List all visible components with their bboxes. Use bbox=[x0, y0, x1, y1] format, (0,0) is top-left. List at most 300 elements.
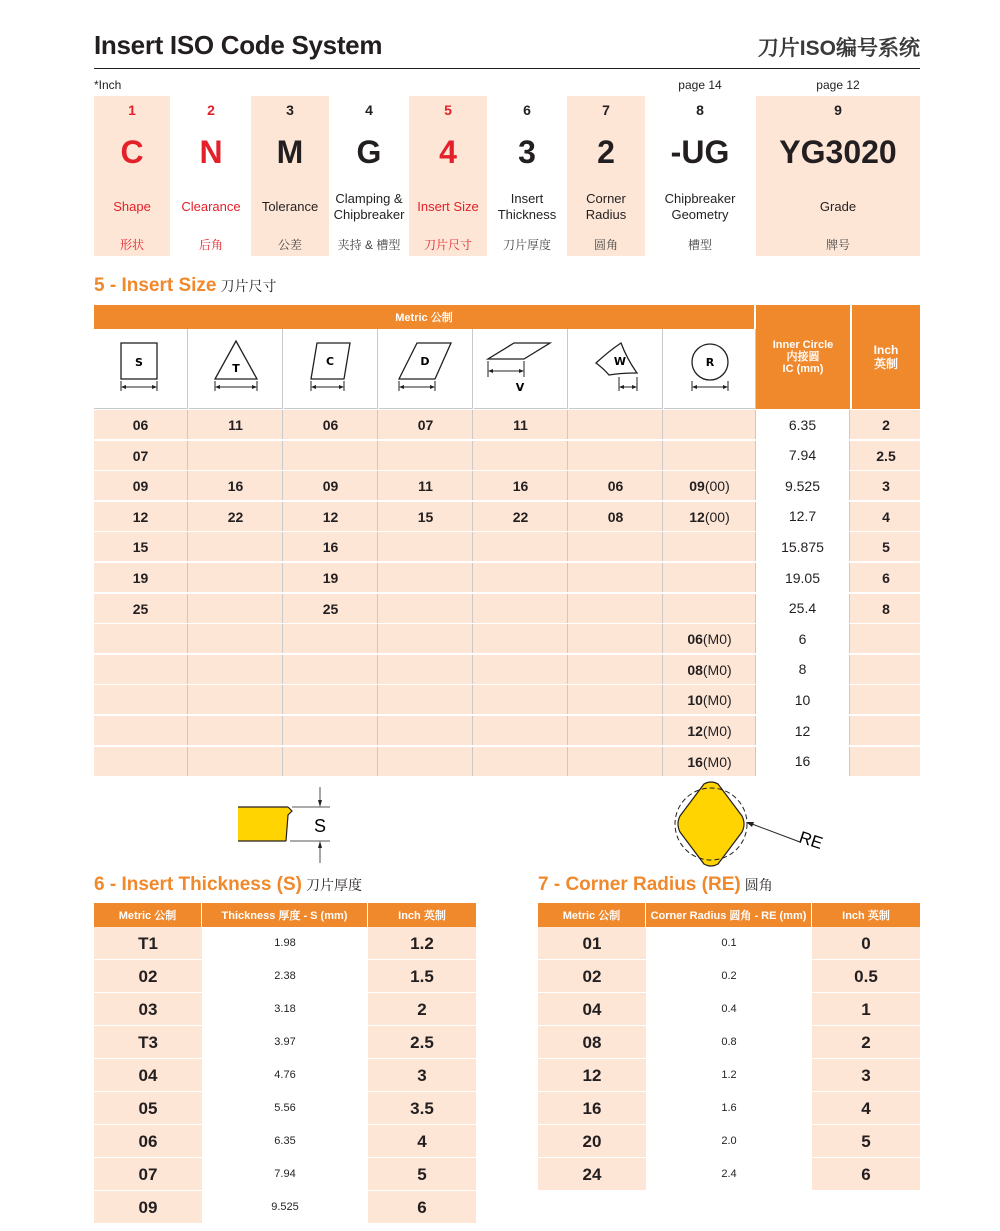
size-code: 08 bbox=[607, 508, 624, 525]
shape-label: R bbox=[705, 356, 715, 369]
size-cell-t bbox=[189, 502, 283, 532]
size-cell-t bbox=[189, 563, 283, 593]
code-label: Shape bbox=[113, 199, 151, 214]
inch-code: 4 bbox=[812, 1092, 920, 1125]
shape-triangle-cell bbox=[189, 329, 283, 409]
insert-size-row bbox=[94, 594, 920, 624]
code-number: 6 bbox=[523, 102, 531, 118]
metric-code: 01 bbox=[538, 927, 646, 960]
size-cell-v bbox=[474, 655, 568, 685]
insert-size-title-cn: 刀片尺寸 bbox=[220, 278, 277, 294]
inch-code: 6 bbox=[812, 1158, 920, 1191]
inch-value bbox=[852, 624, 920, 654]
code-number: 9 bbox=[834, 102, 842, 118]
code-label: Clearance bbox=[181, 199, 241, 214]
inch-value: 8 bbox=[882, 600, 890, 617]
size-code: 25 bbox=[322, 600, 339, 617]
size-code: 10 bbox=[687, 692, 703, 709]
radius-label: RE bbox=[796, 827, 826, 854]
code-letter: M bbox=[276, 134, 304, 170]
inch-value: 6 bbox=[882, 570, 890, 586]
insert-size-row bbox=[94, 716, 920, 746]
size-cell-d bbox=[379, 655, 473, 685]
code-label: Corner Radius bbox=[585, 191, 627, 222]
size-cell-t bbox=[189, 624, 283, 654]
size-cell-t bbox=[189, 441, 283, 471]
size-cell-c bbox=[284, 532, 378, 562]
size-code: 16 bbox=[322, 539, 339, 556]
size-cell-t bbox=[189, 747, 283, 777]
size-cell-s bbox=[94, 747, 188, 777]
code-letter: C bbox=[120, 134, 144, 170]
mm-value: 3.97 bbox=[202, 1026, 368, 1059]
size-cell-w bbox=[569, 563, 663, 593]
size-cell-w bbox=[569, 410, 663, 440]
code-position-1 bbox=[94, 96, 170, 256]
rhombus-80-insert-icon bbox=[284, 329, 378, 409]
code-label: Insert Size bbox=[417, 199, 479, 214]
mm-value: 3.18 bbox=[202, 993, 368, 1026]
size-cell-c bbox=[284, 716, 378, 746]
size-cell-v bbox=[474, 532, 568, 562]
shape-label: W bbox=[613, 355, 627, 368]
inch-code: 3 bbox=[368, 1059, 476, 1092]
size-cell-t bbox=[189, 716, 283, 746]
inch-code: 2.5 bbox=[368, 1026, 476, 1059]
code-label-cn: 刀片尺寸 bbox=[423, 238, 472, 252]
size-cell-w bbox=[569, 594, 663, 624]
thickness-label: S bbox=[313, 816, 327, 836]
thickness-heading bbox=[94, 874, 362, 896]
code-position-6 bbox=[488, 96, 566, 256]
inch-code: 4 bbox=[368, 1125, 476, 1158]
inch-value: 4 bbox=[882, 508, 890, 525]
code-letter: 2 bbox=[597, 134, 615, 170]
inner-circle-value: 19.05 bbox=[756, 563, 850, 593]
size-cell-w bbox=[569, 747, 663, 777]
mm-value: 5.56 bbox=[202, 1092, 368, 1125]
shape-trigon-cell bbox=[569, 329, 663, 409]
size-code-suffix: (M0) bbox=[702, 723, 732, 739]
size-cell-v bbox=[474, 441, 568, 471]
radius-header-inch: Inch 英制 bbox=[812, 903, 920, 927]
inch-code: 1.2 bbox=[368, 927, 476, 960]
inch-value: 2.5 bbox=[876, 447, 896, 464]
size-cell-d bbox=[379, 502, 473, 532]
code-number: 7 bbox=[602, 102, 610, 118]
code-label-cn: 形状 bbox=[119, 238, 144, 252]
size-cell-v bbox=[474, 563, 568, 593]
size-cell-s bbox=[94, 441, 188, 471]
code-label: Grade bbox=[819, 199, 857, 214]
inner-circle-value: 7.94 bbox=[756, 441, 850, 471]
size-cell-t bbox=[189, 685, 283, 715]
inch-code: 5 bbox=[812, 1125, 920, 1158]
mm-value: 0.8 bbox=[646, 1026, 812, 1059]
inch-code: 2 bbox=[368, 993, 476, 1026]
size-code: 25 bbox=[132, 600, 149, 617]
size-code: 06 bbox=[132, 417, 149, 433]
size-cell-v bbox=[474, 624, 568, 654]
shape-rhombus35-cell bbox=[474, 329, 568, 409]
mm-value: 0.1 bbox=[646, 927, 812, 960]
inch-code: 0.5 bbox=[812, 960, 920, 993]
code-letter: G bbox=[356, 134, 382, 170]
row-separator bbox=[94, 776, 920, 777]
size-cell-c bbox=[284, 655, 378, 685]
rhombus-55-insert-icon bbox=[379, 329, 473, 409]
size-cell-s bbox=[94, 410, 188, 440]
code-position-2 bbox=[172, 96, 250, 256]
size-cell-d bbox=[379, 594, 473, 624]
mm-value: 1.98 bbox=[202, 927, 368, 960]
size-code: 06 bbox=[322, 417, 339, 433]
size-cell-v bbox=[474, 410, 568, 440]
size-cell-d bbox=[379, 441, 473, 471]
code-label: Tolerance bbox=[261, 199, 319, 214]
inner-circle-value: 6 bbox=[756, 624, 850, 654]
code-label-cn: 后角 bbox=[198, 238, 223, 252]
size-code: 15 bbox=[132, 539, 149, 556]
size-code: 16 bbox=[687, 753, 703, 770]
size-cell-w bbox=[569, 685, 663, 715]
inner-circle-value: 8 bbox=[756, 655, 850, 685]
insert-size-heading bbox=[94, 275, 277, 297]
metric-code: 05 bbox=[94, 1092, 202, 1125]
size-cell-d bbox=[379, 716, 473, 746]
insert-size-row bbox=[94, 502, 920, 532]
inch-code: 5 bbox=[368, 1158, 476, 1191]
inch-value bbox=[852, 655, 920, 685]
page-ref-grade: page 12 bbox=[816, 78, 860, 92]
insert-size-row bbox=[94, 655, 920, 685]
code-number: 4 bbox=[365, 102, 373, 118]
shape-rhombus80-cell bbox=[284, 329, 378, 409]
thickness-title: 6 - Insert Thickness (S) bbox=[94, 874, 303, 895]
code-number: 5 bbox=[444, 102, 452, 118]
code-label-cn: 圆角 bbox=[593, 238, 618, 252]
code-letter: 4 bbox=[439, 134, 457, 170]
size-cell-w bbox=[569, 655, 663, 685]
size-cell-w bbox=[569, 502, 663, 532]
size-code: 09 bbox=[689, 478, 705, 495]
size-cell-s bbox=[94, 471, 188, 501]
code-letter: 3 bbox=[518, 134, 536, 170]
mm-value: 4.76 bbox=[202, 1059, 368, 1092]
size-code: 06 bbox=[687, 631, 703, 648]
mm-value: 7.94 bbox=[202, 1158, 368, 1191]
inch-value: 3 bbox=[882, 478, 890, 495]
metric-code: T1 bbox=[94, 927, 202, 960]
shape-label: S bbox=[135, 356, 143, 369]
trigon-insert-icon bbox=[569, 329, 663, 409]
size-cell-v bbox=[474, 747, 568, 777]
thickness-header-metric: Metric 公制 bbox=[94, 903, 202, 927]
inch-value bbox=[852, 716, 920, 746]
size-code: 12 bbox=[322, 508, 339, 525]
page-title: Insert ISO Code System bbox=[94, 30, 383, 60]
metric-code: 08 bbox=[538, 1026, 646, 1059]
size-cell-r bbox=[664, 747, 756, 777]
square-insert-icon bbox=[94, 329, 188, 409]
size-cell-v bbox=[474, 594, 568, 624]
mm-value: 2.4 bbox=[646, 1158, 812, 1191]
size-cell-v bbox=[474, 502, 568, 532]
code-number: 2 bbox=[207, 102, 215, 118]
size-cell-r bbox=[664, 685, 756, 715]
size-cell-t bbox=[189, 655, 283, 685]
size-code-suffix: (M0) bbox=[702, 661, 732, 678]
code-position-9 bbox=[756, 96, 920, 256]
inner-circle-value: 6.35 bbox=[756, 410, 850, 440]
size-cell-s bbox=[94, 502, 188, 532]
inch-header-cn: 英制 bbox=[873, 357, 898, 371]
shape-label: C bbox=[325, 355, 335, 368]
code-label: Insert Thickness bbox=[497, 191, 557, 222]
size-cell-r bbox=[664, 655, 756, 685]
mm-value: 0.4 bbox=[646, 993, 812, 1026]
code-number: 1 bbox=[128, 102, 136, 118]
size-cell-r bbox=[664, 502, 756, 532]
row-separator bbox=[538, 1190, 920, 1191]
metric-code: 04 bbox=[94, 1059, 202, 1092]
insert-size-row bbox=[94, 471, 920, 501]
inner-circle-header-unit: IC (mm) bbox=[782, 363, 824, 375]
size-code-suffix: (M0) bbox=[702, 753, 732, 770]
size-cell-t bbox=[189, 532, 283, 562]
inner-circle-header-cn: 内接圆 bbox=[786, 351, 820, 363]
thickness-header-mm: Thickness 厚度 - S (mm) bbox=[202, 903, 368, 927]
size-cell-t bbox=[189, 471, 283, 501]
inch-note: *Inch bbox=[94, 78, 122, 92]
insert-size-row bbox=[94, 747, 920, 777]
size-code: 22 bbox=[512, 508, 529, 525]
metric-code: 20 bbox=[538, 1125, 646, 1158]
insert-size-row bbox=[94, 532, 920, 562]
size-code: 09 bbox=[322, 478, 339, 495]
inch-header-en: Inch bbox=[873, 343, 899, 357]
inch-code: 6 bbox=[368, 1191, 476, 1224]
code-number: 8 bbox=[696, 102, 704, 118]
size-cell-t bbox=[189, 410, 283, 440]
size-cell-w bbox=[569, 624, 663, 654]
code-letter: N bbox=[199, 134, 223, 170]
size-cell-d bbox=[379, 410, 473, 440]
size-cell-c bbox=[284, 563, 378, 593]
size-cell-w bbox=[569, 716, 663, 746]
metric-header: Metric 公制 bbox=[94, 305, 754, 329]
code-position-4 bbox=[330, 96, 408, 256]
size-cell-s bbox=[94, 685, 188, 715]
inner-circle-header bbox=[756, 305, 850, 409]
inch-code: 1 bbox=[812, 993, 920, 1026]
inner-circle-value: 9.525 bbox=[756, 471, 850, 501]
metric-code: 02 bbox=[94, 960, 202, 993]
size-code: 16 bbox=[512, 478, 529, 495]
mm-value: 1.6 bbox=[646, 1092, 812, 1125]
shape-label: D bbox=[420, 355, 430, 368]
size-cell-r bbox=[664, 532, 756, 562]
size-cell-c bbox=[284, 471, 378, 501]
metric-code: 16 bbox=[538, 1092, 646, 1125]
insert-size-row bbox=[94, 685, 920, 715]
shape-label: T bbox=[232, 362, 240, 375]
size-code-suffix: (00) bbox=[704, 478, 730, 495]
inch-value bbox=[852, 685, 920, 715]
size-cell-d bbox=[379, 685, 473, 715]
shape-round-cell bbox=[664, 329, 756, 409]
code-letter: -UG bbox=[670, 134, 730, 170]
size-cell-v bbox=[474, 716, 568, 746]
size-code: 11 bbox=[228, 417, 243, 433]
size-cell-v bbox=[474, 685, 568, 715]
radius-header-metric: Metric 公制 bbox=[538, 903, 646, 927]
size-cell-c bbox=[284, 624, 378, 654]
code-label-cn: 槽型 bbox=[687, 238, 712, 252]
size-cell-r bbox=[664, 716, 756, 746]
thickness-title-cn: 刀片厚度 bbox=[306, 877, 363, 893]
size-cell-w bbox=[569, 471, 663, 501]
size-cell-w bbox=[569, 532, 663, 562]
size-cell-c bbox=[284, 441, 378, 471]
size-cell-r bbox=[664, 441, 756, 471]
size-code: 12 bbox=[132, 508, 149, 525]
size-cell-d bbox=[379, 532, 473, 562]
code-label: Chipbreaker Geometry bbox=[664, 191, 736, 222]
size-cell-t bbox=[189, 594, 283, 624]
insert-size-title: 5 - Insert Size bbox=[94, 275, 217, 296]
size-code: 12 bbox=[689, 508, 705, 525]
size-code: 07 bbox=[132, 447, 149, 464]
row-separator bbox=[94, 1223, 476, 1224]
size-cell-r bbox=[664, 563, 756, 593]
inch-value bbox=[852, 747, 920, 777]
size-cell-s bbox=[94, 594, 188, 624]
page-title-cn: 刀片ISO编号系统 bbox=[757, 37, 920, 60]
size-code: 12 bbox=[687, 723, 703, 739]
size-code: 06 bbox=[607, 478, 624, 495]
size-code: 09 bbox=[132, 478, 149, 495]
thickness-diagram bbox=[230, 785, 350, 867]
shape-square-cell bbox=[94, 329, 188, 409]
code-position-7 bbox=[567, 96, 645, 256]
rhombus-35-insert-icon bbox=[474, 329, 568, 409]
code-position-3 bbox=[251, 96, 329, 256]
code-letter: YG3020 bbox=[779, 134, 897, 170]
code-label-cn: 牌号 bbox=[825, 238, 850, 252]
size-cell-c bbox=[284, 594, 378, 624]
metric-code: T3 bbox=[94, 1026, 202, 1059]
code-label: Clamping & Chipbreaker bbox=[333, 191, 405, 222]
metric-code: 07 bbox=[94, 1158, 202, 1191]
shape-label: V bbox=[515, 381, 525, 394]
size-code-suffix: (00) bbox=[704, 508, 730, 525]
mm-value: 1.2 bbox=[646, 1059, 812, 1092]
size-cell-r bbox=[664, 624, 756, 654]
inner-circle-value: 10 bbox=[756, 685, 850, 715]
code-position-5 bbox=[409, 96, 487, 256]
triangle-insert-icon bbox=[189, 329, 283, 409]
mm-value: 6.35 bbox=[202, 1125, 368, 1158]
size-cell-c bbox=[284, 747, 378, 777]
size-cell-c bbox=[284, 685, 378, 715]
inner-circle-header-en: Inner Circle bbox=[772, 339, 834, 351]
size-cell-w bbox=[569, 441, 663, 471]
size-code: 11 bbox=[513, 417, 528, 433]
size-cell-s bbox=[94, 563, 188, 593]
size-code-suffix: (M0) bbox=[702, 692, 732, 709]
size-code-suffix: (M0) bbox=[702, 631, 732, 648]
radius-header-mm: Corner Radius 圆角 - RE (mm) bbox=[646, 903, 812, 927]
corner-radius-title: 7 - Corner Radius (RE) bbox=[538, 874, 741, 895]
size-code: 19 bbox=[132, 570, 149, 586]
inner-circle-value: 15.875 bbox=[756, 532, 850, 562]
size-cell-s bbox=[94, 655, 188, 685]
size-code: 22 bbox=[227, 508, 244, 525]
size-code: 15 bbox=[417, 508, 434, 525]
metric-code: 09 bbox=[94, 1191, 202, 1224]
inner-circle-value: 25.4 bbox=[756, 594, 850, 624]
round-insert-icon bbox=[664, 329, 756, 409]
inch-code: 3 bbox=[812, 1059, 920, 1092]
code-label-cn: 公差 bbox=[277, 238, 302, 252]
insert-size-row bbox=[94, 563, 920, 593]
mm-value: 0.2 bbox=[646, 960, 812, 993]
corner-radius-title-cn: 圆角 bbox=[744, 877, 773, 893]
size-cell-d bbox=[379, 624, 473, 654]
code-label-cn: 刀片厚度 bbox=[502, 238, 551, 252]
code-label-cn: 夹持 & 槽型 bbox=[337, 238, 401, 252]
size-code: 11 bbox=[418, 478, 433, 495]
size-cell-s bbox=[94, 624, 188, 654]
size-cell-r bbox=[664, 471, 756, 501]
size-cell-d bbox=[379, 563, 473, 593]
page-ref-chipbreaker: page 14 bbox=[678, 78, 722, 92]
metric-code: 12 bbox=[538, 1059, 646, 1092]
insert-size-row bbox=[94, 441, 920, 471]
title-divider bbox=[94, 68, 920, 69]
metric-code: 03 bbox=[94, 993, 202, 1026]
size-code: 19 bbox=[322, 570, 339, 586]
size-cell-s bbox=[94, 716, 188, 746]
metric-code: 06 bbox=[94, 1125, 202, 1158]
size-cell-c bbox=[284, 502, 378, 532]
mm-value: 9.525 bbox=[202, 1191, 368, 1224]
inner-circle-value: 12 bbox=[756, 716, 850, 746]
shape-rhombus55-cell bbox=[379, 329, 473, 409]
size-code: 16 bbox=[227, 478, 244, 495]
size-cell-c bbox=[284, 410, 378, 440]
code-number: 3 bbox=[286, 102, 294, 118]
inner-circle-value: 16 bbox=[756, 747, 850, 777]
metric-code: 24 bbox=[538, 1158, 646, 1191]
inch-code: 0 bbox=[812, 927, 920, 960]
inch-value: 2 bbox=[882, 417, 890, 433]
size-cell-r bbox=[664, 410, 756, 440]
metric-code: 02 bbox=[538, 960, 646, 993]
inch-code: 1.5 bbox=[368, 960, 476, 993]
code-position-8 bbox=[646, 96, 754, 256]
size-code: 07 bbox=[417, 417, 434, 433]
inch-code: 3.5 bbox=[368, 1092, 476, 1125]
size-cell-r bbox=[664, 594, 756, 624]
inch-code: 2 bbox=[812, 1026, 920, 1059]
size-cell-v bbox=[474, 471, 568, 501]
inner-circle-value: 12.7 bbox=[756, 502, 850, 532]
mm-value: 2.0 bbox=[646, 1125, 812, 1158]
corner-radius-diagram bbox=[640, 780, 830, 876]
inch-header bbox=[852, 305, 920, 409]
